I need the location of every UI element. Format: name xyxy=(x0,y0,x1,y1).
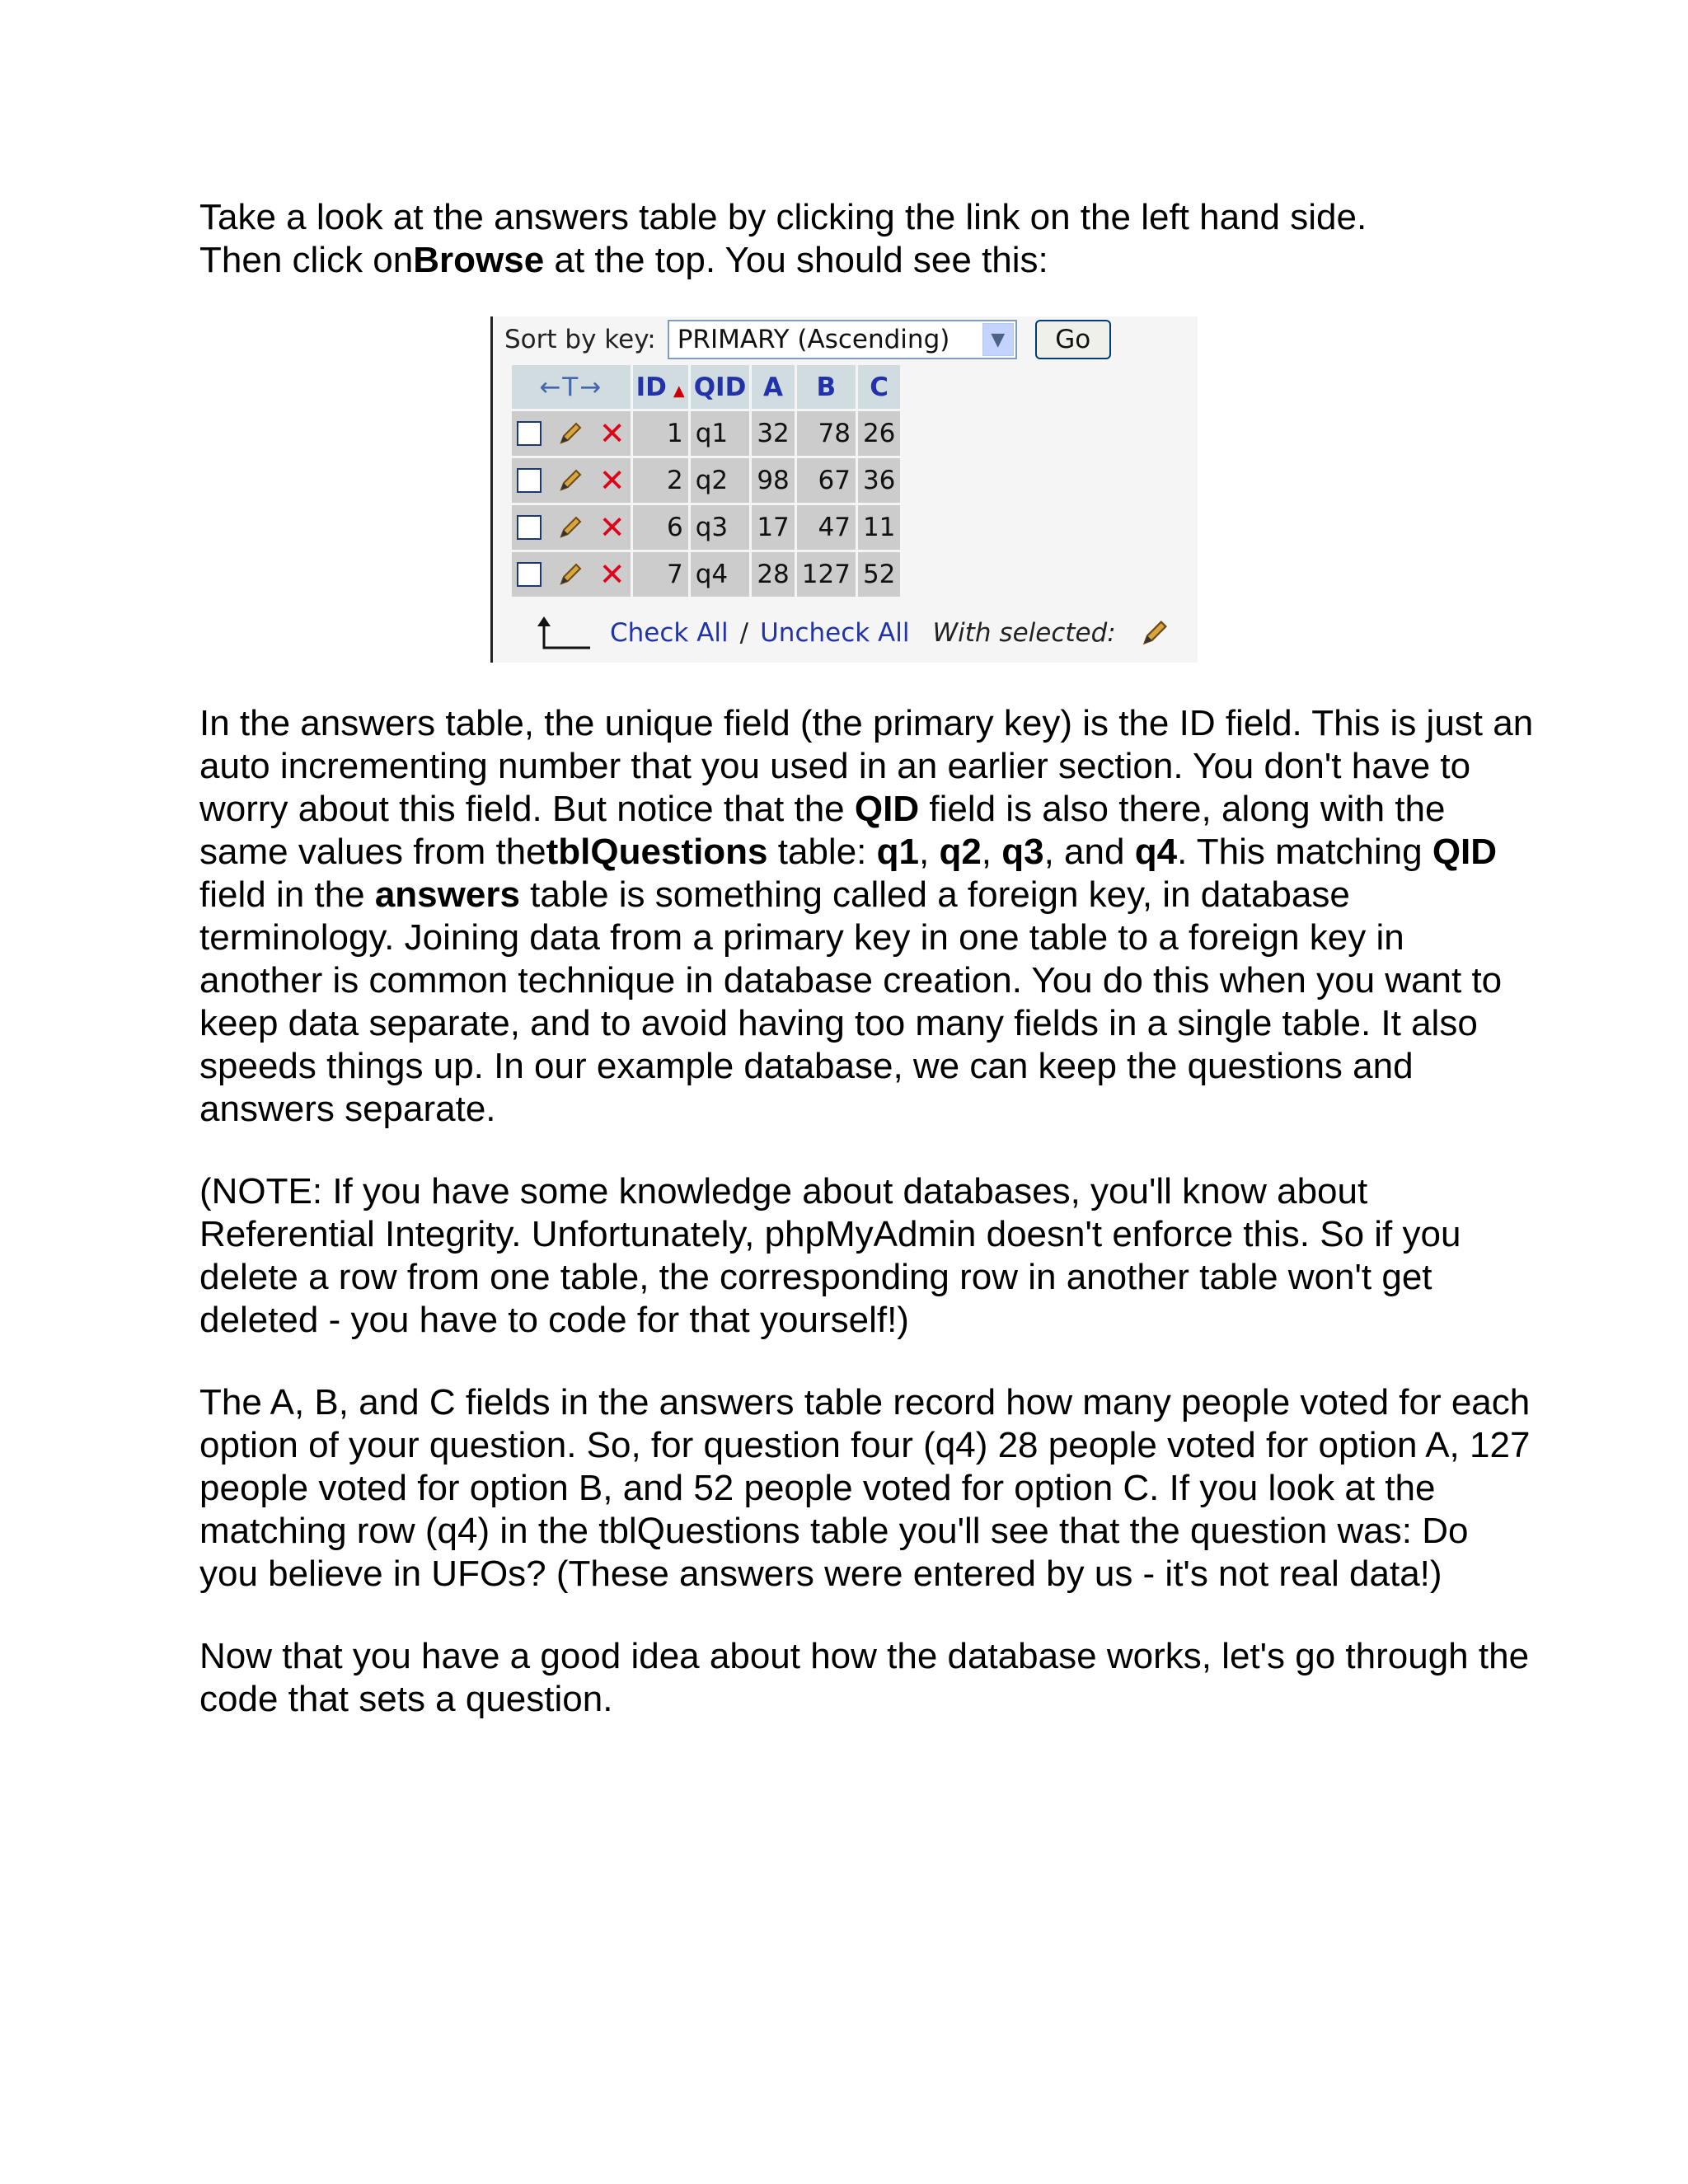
phpmyadmin-browse-screenshot xyxy=(490,316,1198,663)
red-x-icon[interactable]: ✕ xyxy=(598,415,626,452)
column-header-qid[interactable]: QID xyxy=(691,365,750,409)
cell-qid: q4 xyxy=(691,552,750,597)
row-checkbox[interactable] xyxy=(517,562,542,587)
sort-by-key-label: Sort by key: xyxy=(504,325,656,354)
table-row xyxy=(512,411,900,456)
sort-key-select[interactable] xyxy=(668,320,1017,359)
q4-emphasis: q4 xyxy=(1134,832,1178,872)
pencil-icon[interactable] xyxy=(556,560,584,588)
with-selected-label: With selected: xyxy=(932,618,1116,648)
cell-c: 26 xyxy=(858,411,900,456)
cell-id: 7 xyxy=(633,552,688,597)
row-actions xyxy=(512,552,631,597)
cell-c: 52 xyxy=(858,552,900,597)
row-actions xyxy=(512,505,631,550)
intro-line-2a: Then click on xyxy=(199,240,414,280)
row-checkbox[interactable] xyxy=(517,515,542,540)
table-row xyxy=(512,458,900,503)
votes-paragraph: The A, B, and C fields in the answers table record how many people voted for each option of your question. So, for question four (q4) 28 people voted for option A, 127 people voted for option B, and 52 people voted for option C. If you look at the matching row (q4) in the tblQuestions table you'll see that the question was: Do you believe in UFOs? (These answers were entered by us - it's not real data!) xyxy=(199,1382,1531,1594)
corner-arrow-icon xyxy=(532,615,592,651)
para2-text-3: table: xyxy=(767,832,877,872)
cell-a: 98 xyxy=(752,458,794,503)
chevron-down-icon[interactable]: ▼ xyxy=(982,323,1014,356)
para2-text-8: field in the xyxy=(199,874,375,915)
para2-text-1: In the answers table, the unique field (the primary key) is the ID field. This is just an auto incrementing number that you used in an earlier section. You don't have to worry about this field. But notice that the xyxy=(199,703,1534,829)
intro-paragraph xyxy=(199,196,1535,282)
cell-b: 78 xyxy=(797,411,856,456)
closing-paragraph: Now that you have a good idea about how the database works, let's go through the code that sets a question. xyxy=(199,1636,1530,1719)
cell-b: 47 xyxy=(797,505,856,550)
q1-emphasis: q1 xyxy=(876,832,919,872)
q2-emphasis: q2 xyxy=(939,832,982,872)
cell-b: 127 xyxy=(797,552,856,597)
qid-emphasis-2: QID xyxy=(1432,832,1498,872)
column-header-id-label: ID xyxy=(635,372,667,402)
cell-id: 2 xyxy=(633,458,688,503)
red-x-icon[interactable]: ✕ xyxy=(598,462,626,499)
check-all-link[interactable]: Check All xyxy=(610,618,729,648)
para2-text-4: , xyxy=(918,832,940,872)
intro-line-2c: at the top. You should see this: xyxy=(544,240,1048,280)
browse-emphasis: Browse xyxy=(413,240,545,280)
para2-text-7: . This matching xyxy=(1177,832,1432,872)
table-row xyxy=(512,505,900,550)
pencil-icon[interactable] xyxy=(556,419,584,448)
cell-qid: q2 xyxy=(691,458,750,503)
row-actions xyxy=(512,411,631,456)
red-x-icon[interactable]: ✕ xyxy=(598,556,626,593)
cell-b: 67 xyxy=(797,458,856,503)
para2-text-9: table is something called a foreign key, in database terminology. Joining data from a primary key in one table to a foreign key in another is common technique in database creation. You do this when you want to keep data separate, and to avoid having too many fields in a single table. It also speeds things up. In our example database, we can keep the questions and answers separate. xyxy=(199,874,1503,1129)
link-separator: / xyxy=(739,618,749,648)
foreign-key-paragraph xyxy=(199,702,1535,1131)
cell-a: 17 xyxy=(752,505,794,550)
q3-emphasis: q3 xyxy=(1001,832,1044,872)
note-paragraph: (NOTE: If you have some knowledge about databases, you'll know about Referential Integrity. Unfortunately, phpMyAdmin doesn't enforce this. So if you delete a row from one table, the corresponding row in another table won't get deleted - you have to code for that yourself!) xyxy=(199,1171,1461,1340)
sort-ascending-icon: ▲ xyxy=(673,382,685,400)
cell-c: 36 xyxy=(858,458,900,503)
cell-a: 28 xyxy=(752,552,794,597)
cell-qid: q3 xyxy=(691,505,750,550)
para2-text-2: field is also there, along with the same values from the xyxy=(199,789,1446,872)
column-header-id[interactable] xyxy=(633,365,688,409)
row-checkbox[interactable] xyxy=(517,468,542,493)
column-header-a[interactable]: A xyxy=(752,365,794,409)
column-header-c[interactable]: C xyxy=(858,365,900,409)
bulk-actions-bar xyxy=(532,613,1170,653)
pencil-icon[interactable] xyxy=(556,466,584,494)
sort-bar xyxy=(504,316,1111,363)
column-header-b[interactable]: B xyxy=(797,365,856,409)
sort-key-value: PRIMARY (Ascending) xyxy=(677,325,950,354)
answers-emphasis: answers xyxy=(374,874,520,915)
pencil-icon[interactable] xyxy=(1139,617,1170,649)
cell-id: 6 xyxy=(633,505,688,550)
table-header-row xyxy=(512,365,900,409)
cell-id: 1 xyxy=(633,411,688,456)
uncheck-all-link[interactable]: Uncheck All xyxy=(760,618,910,648)
answers-table xyxy=(509,363,903,599)
tblquestions-emphasis: tblQuestions xyxy=(546,832,768,872)
table-row xyxy=(512,552,900,597)
row-actions xyxy=(512,458,631,503)
qid-emphasis: QID xyxy=(854,789,920,829)
para2-text-6: , and xyxy=(1043,832,1135,872)
red-x-icon[interactable]: ✕ xyxy=(598,509,626,546)
cell-c: 11 xyxy=(858,505,900,550)
pencil-icon[interactable] xyxy=(556,513,584,541)
cell-a: 32 xyxy=(752,411,794,456)
row-checkbox[interactable] xyxy=(517,421,542,446)
document-page xyxy=(199,196,1535,1721)
para2-text-5: , xyxy=(981,832,1002,872)
left-right-arrows-icon[interactable]: ←T→ xyxy=(512,365,631,409)
go-button[interactable]: Go xyxy=(1035,320,1111,359)
cell-qid: q1 xyxy=(691,411,750,456)
intro-line-1: Take a look at the answers table by clicking the link on the left hand side. xyxy=(199,197,1367,237)
